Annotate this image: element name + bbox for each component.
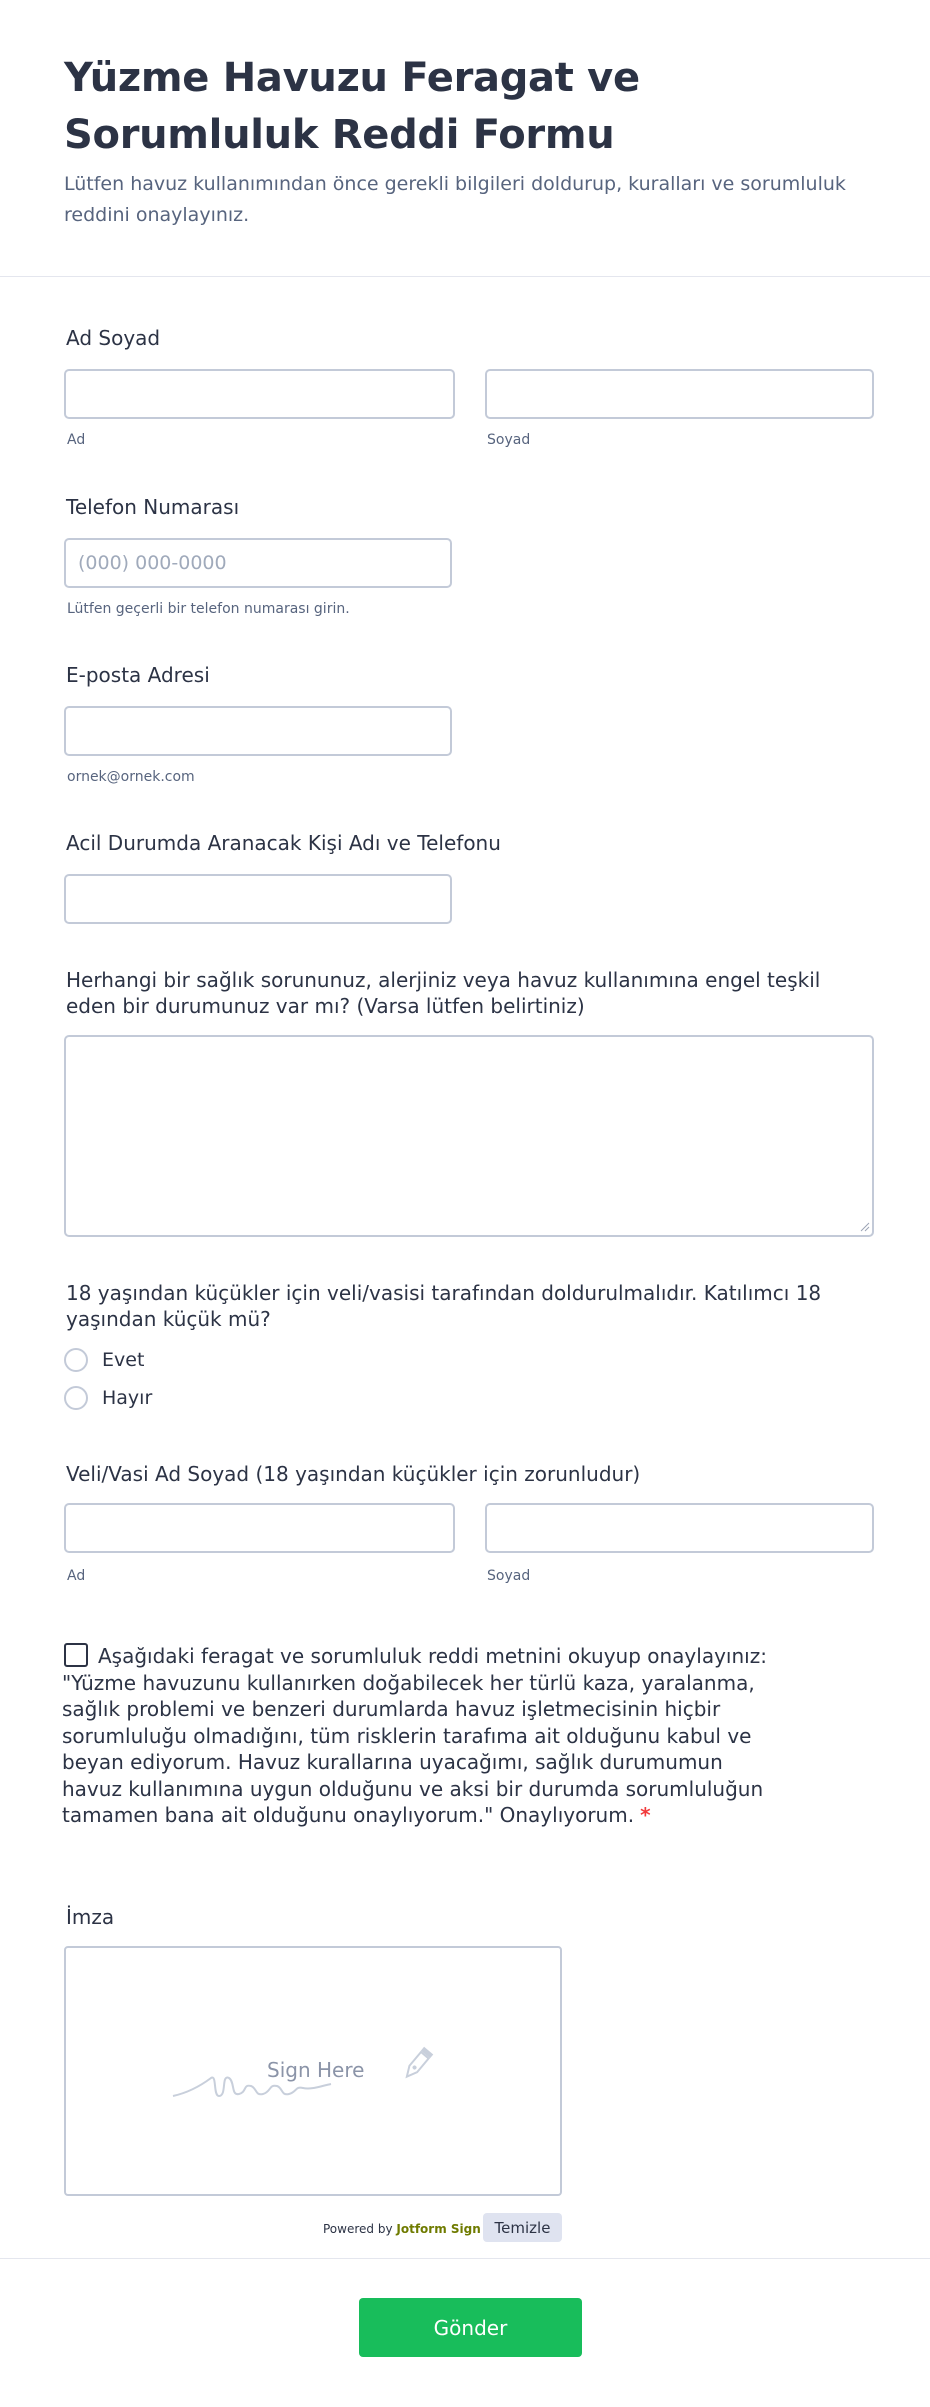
first-name-input[interactable] <box>64 369 455 419</box>
health-textarea[interactable] <box>64 1035 874 1237</box>
consent-text: Aşağıdaki feragat ve sorumluluk reddi metnini okuyup onaylayınız: "Yüzme havuzunu kullanırken doğabilecek her türlü kaza, yaralanma, sağlık problemi ve benzeri durumlarda havuz işletmecisinin hiçbir sorumluluğu olmadığını, tüm risklerin tarafıma ait olduğunu kabul ve beyan ediyorum. Havuz kurallarına uyacağımı, sağlık durumumun havuz kullanımına uygun olduğunu ve aksi bir durumda sorumluluğun tamamen bana ait olduğunu onaylıyorum." Onaylıyorum. <box>62 1644 767 1827</box>
first-name-sublabel: Ad <box>67 432 86 448</box>
phone-sublabel: Lütfen geçerli bir telefon numarası girin. <box>67 601 350 617</box>
guardian-first-sublabel: Ad <box>67 1568 86 1584</box>
phone-field <box>64 494 874 624</box>
emergency-contact-label: Acil Durumda Aranacak Kişi Adı ve Telefonu <box>66 831 501 855</box>
guardian-name-label: Veli/Vasi Ad Soyad (18 yaşından küçükler için zorunludur) <box>66 1462 641 1486</box>
email-label: E-posta Adresi <box>66 663 210 687</box>
signature-label: İmza <box>66 1905 115 1929</box>
emergency-contact-input[interactable] <box>64 874 452 924</box>
signature-pad[interactable] <box>64 1946 562 2196</box>
full-name-label: Ad Soyad <box>66 326 161 350</box>
guardian-last-name-input[interactable] <box>485 1503 874 1553</box>
phone-label: Telefon Numarası <box>66 495 240 519</box>
minor-question-field <box>64 1280 874 1420</box>
health-field <box>64 967 874 1237</box>
emergency-contact-field <box>64 830 874 930</box>
last-name-input[interactable] <box>485 369 874 419</box>
footer-divider <box>0 2258 930 2259</box>
last-name-sublabel: Soyad <box>487 432 531 448</box>
email-field <box>64 662 874 792</box>
clear-signature-button[interactable]: Temizle <box>483 2213 562 2242</box>
radio-evet-label: Evet <box>102 1349 145 1371</box>
email-input[interactable] <box>64 706 452 756</box>
email-sublabel: ornek@ornek.com <box>67 769 195 785</box>
form-subtitle: Lütfen havuz kullanımından önce gerekli bilgileri doldurup, kuralları ve sorumluluk reddini onaylayınız. <box>64 173 846 226</box>
powered-by-prefix: Powered by <box>323 2222 393 2236</box>
radio-option-evet[interactable] <box>64 1348 144 1372</box>
resize-grip-icon[interactable] <box>860 1222 870 1232</box>
guardian-last-sublabel: Soyad <box>487 1568 531 1584</box>
form-header <box>0 0 930 277</box>
radio-evet[interactable] <box>64 1348 88 1372</box>
radio-hayir-label: Hayır <box>102 1387 153 1409</box>
full-name-field <box>64 325 874 455</box>
powered-by-text <box>323 2222 481 2236</box>
jotform-sign-brand: Jotform Sign <box>396 2222 481 2236</box>
signature-placeholder: Sign Here <box>267 2058 365 2082</box>
consent-field <box>62 1643 772 1829</box>
consent-checkbox[interactable] <box>64 1643 88 1667</box>
submit-button[interactable]: Gönder <box>359 2298 582 2357</box>
required-asterisk: * <box>640 1803 651 1827</box>
radio-hayir[interactable] <box>64 1386 88 1410</box>
guardian-name-field <box>64 1461 874 1591</box>
signature-field <box>64 1904 874 2244</box>
minor-question-label: 18 yaşından küçükler için veli/vasisi tarafından doldurulmalıdır. Katılımcı 18 yaşından küçük mü? <box>66 1281 822 1331</box>
radio-option-hayir[interactable] <box>64 1386 152 1410</box>
form-title: Yüzme Havuzu Feragat ve Sorumluluk Reddi Formu <box>64 55 640 158</box>
phone-input[interactable] <box>64 538 452 588</box>
consent-text-block <box>62 1643 772 1829</box>
health-label: Herhangi bir sağlık sorununuz, alerjiniz veya havuz kullanımına engel teşkil eden bir durumunuz var mı? (Varsa lütfen belirtiniz) <box>66 968 821 1018</box>
guardian-first-name-input[interactable] <box>64 1503 455 1553</box>
